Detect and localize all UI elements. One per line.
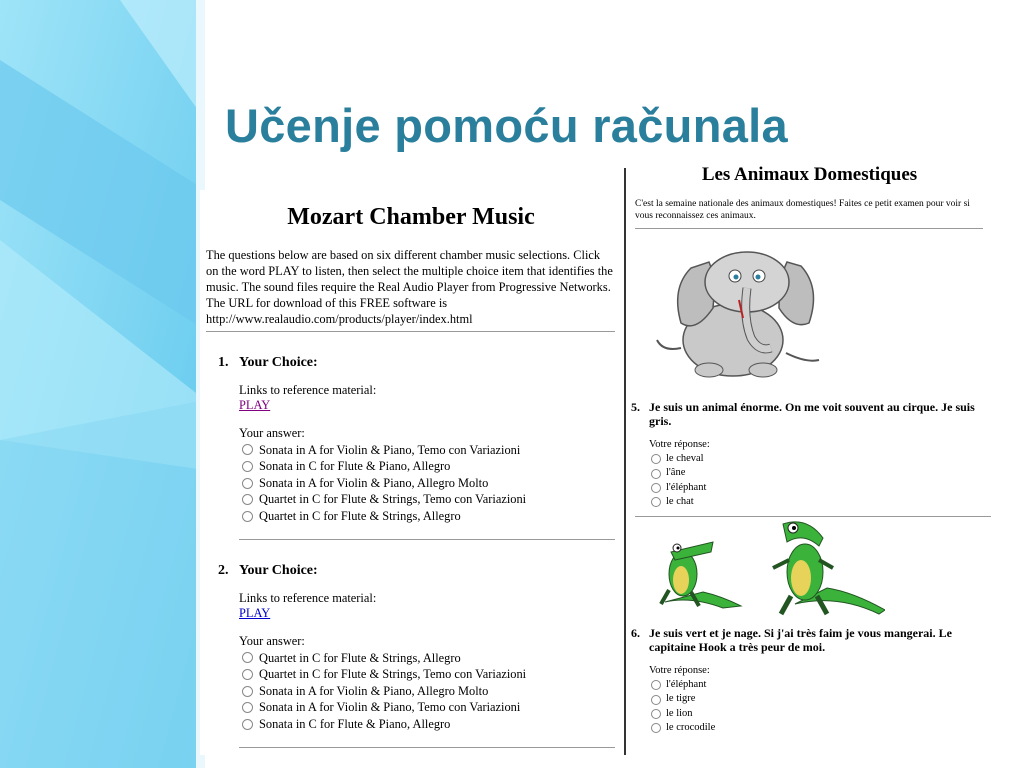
question-text: Je suis un animal énorme. On me voit souvent au cirque. Je suis gris. [649, 400, 975, 428]
radio-button[interactable] [651, 497, 661, 507]
question-number: 5. [631, 400, 640, 414]
animaux-quiz-screenshot [627, 160, 997, 760]
radio-button[interactable] [242, 686, 253, 697]
option-label: le crocodile [666, 721, 716, 733]
answer-option[interactable] [649, 466, 991, 480]
answer-option[interactable] [649, 495, 991, 509]
reference-label: Links to reference material: [239, 591, 377, 605]
option-label: le lion [666, 707, 693, 719]
radio-button[interactable] [242, 494, 253, 505]
option-label: l'éléphant [666, 679, 707, 691]
radio-button[interactable] [651, 680, 661, 690]
answer-option[interactable] [239, 475, 618, 492]
radio-button[interactable] [651, 695, 661, 705]
crocodile-illustration-small [651, 538, 743, 610]
answer-option[interactable] [239, 442, 618, 459]
answer-option[interactable] [239, 491, 618, 508]
radio-button[interactable] [242, 652, 253, 663]
radio-button[interactable] [242, 478, 253, 489]
option-label: Quartet in C for Flute & Strings, Temo con Variazioni [259, 667, 527, 682]
question-number: 1. [218, 355, 229, 370]
mozart-intro-text: The questions below are based on six different chamber music selections. Click on the word PLAY to listen, then select the multiple choice item that identifies the music. The sound files require the Real Audio Player from Progressive Networks. The URL for download of this FREE software is http://www.realaudio.com/products/player/index.html [206, 248, 613, 326]
slide-title: Učenje pomoću računala [225, 99, 788, 152]
option-label: Sonata in A for Violin & Piano, Allegro Molto [259, 683, 489, 698]
option-label: Sonata in A for Violin & Piano, Temo con Variazioni [259, 442, 521, 457]
radio-button[interactable] [242, 702, 253, 713]
question-1 [218, 355, 618, 525]
question-text: Je suis vert et je nage. Si j'ai très faim je vous mangerai. Le capitaine Hook a très peur de moi. [649, 626, 952, 654]
question-5 [631, 400, 991, 509]
radio-button[interactable] [242, 511, 253, 522]
option-label: le cheval [666, 453, 704, 465]
answer-option[interactable] [239, 458, 618, 475]
play-link[interactable]: PLAY [239, 398, 271, 412]
option-label: le tigre [666, 693, 696, 705]
divider [239, 747, 615, 748]
radio-button[interactable] [651, 469, 661, 479]
option-label: Sonata in A for Violin & Piano, Temo con Variazioni [259, 700, 521, 715]
radio-button[interactable] [242, 444, 253, 455]
answer-option[interactable] [239, 666, 618, 683]
answer-option[interactable] [649, 452, 991, 466]
radio-button[interactable] [651, 454, 661, 464]
answer-option[interactable] [649, 692, 991, 706]
option-label: le chat [666, 495, 694, 507]
option-label: Sonata in C for Flute & Piano, Allegro [259, 459, 451, 474]
radio-button[interactable] [651, 483, 661, 493]
crocodile-illustration-large [767, 516, 885, 618]
question-6 [631, 626, 991, 735]
answer-option[interactable] [649, 721, 991, 735]
answer-option[interactable] [649, 678, 991, 692]
option-label: Sonata in A for Violin & Piano, Allegro Molto [259, 475, 489, 490]
play-link[interactable]: PLAY [239, 606, 271, 620]
option-label: l'âne [666, 467, 686, 479]
slide-background-decoration [0, 0, 205, 768]
divider [206, 331, 615, 332]
radio-button[interactable] [242, 719, 253, 730]
question-2 [218, 563, 618, 733]
answer-option[interactable] [649, 481, 991, 495]
radio-button[interactable] [242, 669, 253, 680]
answer-option[interactable] [239, 508, 618, 525]
elephant-illustration [651, 248, 823, 380]
radio-button[interactable] [651, 723, 661, 733]
option-label: Sonata in C for Flute & Piano, Allegro [259, 716, 451, 731]
answer-option[interactable] [239, 683, 618, 700]
answer-option[interactable] [239, 716, 618, 733]
screenshot-divider [624, 168, 626, 755]
question-heading: Your Choice: [239, 563, 318, 578]
answer-label: Votre réponse: [649, 665, 710, 676]
question-number: 6. [631, 626, 640, 640]
question-heading: Your Choice: [239, 355, 318, 370]
divider [635, 228, 983, 229]
option-label: Quartet in C for Flute & Strings, Temo con Variazioni [259, 492, 527, 507]
question-number: 2. [218, 563, 229, 578]
animaux-intro-text: C'est la semaine nationale des animaux domestiques! Faites ce petit examen pour voir si vous reconnaissez ces animaux. [635, 199, 970, 221]
answer-label: Your answer: [239, 426, 305, 440]
animaux-page-title: Les Animaux Domestiques [701, 164, 918, 185]
answer-option[interactable] [239, 699, 618, 716]
answer-option[interactable] [239, 650, 618, 667]
option-label: Quartet in C for Flute & Strings, Allegro [259, 650, 461, 665]
answer-label: Votre réponse: [649, 439, 710, 450]
option-label: l'éléphant [666, 481, 707, 493]
radio-button[interactable] [651, 709, 661, 719]
answer-label: Your answer: [239, 634, 305, 648]
mozart-page-title: Mozart Chamber Music [287, 204, 535, 230]
mozart-quiz-screenshot [200, 190, 622, 755]
reference-label: Links to reference material: [239, 383, 377, 397]
radio-button[interactable] [242, 461, 253, 472]
answer-option[interactable] [649, 707, 991, 721]
option-label: Quartet in C for Flute & Strings, Allegro [259, 508, 461, 523]
divider [239, 539, 615, 540]
